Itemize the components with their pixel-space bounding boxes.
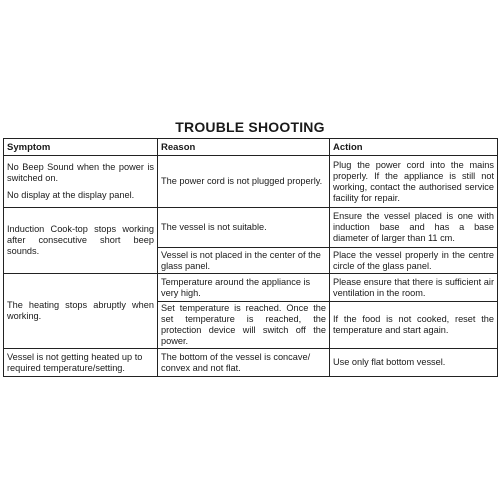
action-cell: Plug the power cord into the mains properly. If the appliance is still not working, contact the authorised service facility for repair. [330,156,498,208]
action-cell: Please ensure that there is sufficient air ventilation in the room. [330,274,498,302]
header-symptom: Symptom [4,139,158,156]
table-row [4,274,498,302]
symptom-cell: Induction Cook-top stops working after consecutive short beep sounds. [4,208,158,274]
page-title: TROUBLE SHOOTING [175,119,325,135]
table-row [4,156,498,208]
header-reason: Reason [158,139,330,156]
reason-cell: The bottom of the vessel is concave/ convex and not flat. [158,349,330,377]
action-cell: Ensure the vessel placed is one with induction base and has a base diameter of larger than 11 cm. [330,208,498,248]
reason-cell: Vessel is not placed in the center of the glass panel. [158,248,330,274]
table-header-row [4,139,498,156]
symptom-cell: The heating stops abruptly when working. [4,274,158,349]
symptom-cell: Vessel is not getting heated up to required temperature/setting. [4,349,158,377]
table-row [4,349,498,377]
symptom-text: No Beep Sound when the power is switched on. [7,162,154,183]
symptom-cell [4,156,158,208]
reason-cell: Set temperature is reached. Once the set temperature is reached, the protection device will switch off the power. [158,302,330,349]
action-cell: Use only flat bottom vessel. [330,349,498,377]
action-cell: If the food is not cooked, reset the temperature and start again. [330,302,498,349]
action-cell: Place the vessel properly in the centre circle of the glass panel. [330,248,498,274]
table-row [4,208,498,248]
header-action: Action [330,139,498,156]
troubleshooting-table [3,138,498,377]
reason-cell: The power cord is not plugged properly. [158,156,330,208]
reason-cell: Temperature around the appliance is very high. [158,274,330,302]
reason-cell: The vessel is not suitable. [158,208,330,248]
symptom-text: No display at the display panel. [7,190,135,200]
